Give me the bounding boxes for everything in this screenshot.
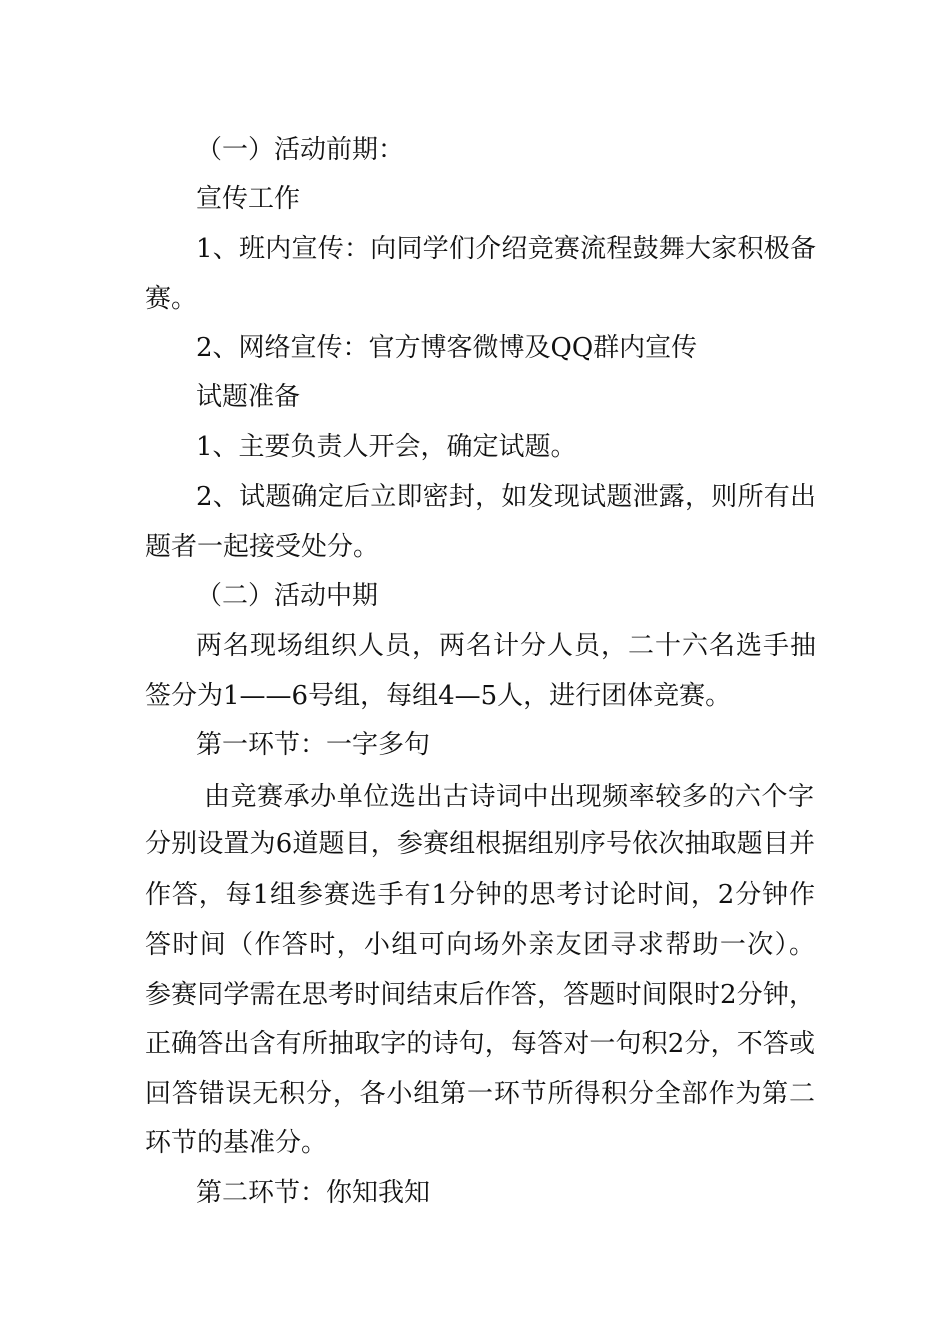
paragraph-line: 分别设置为6道题目，参赛组根据组别序号依次抽取题目并: [145, 829, 815, 859]
paragraph-line: 1、班内宣传：向同学们介绍竞赛流程鼓舞大家积极备: [196, 234, 816, 264]
section-heading-early-stage: （一）活动前期：: [196, 135, 405, 165]
subheading-round-one: 第一环节：一字多句: [196, 730, 431, 760]
paragraph-line: 由竞赛承办单位选出古诗词中出现频率较多的六个字: [204, 782, 814, 812]
paragraph-line: 参赛同学需在思考时间结束后作答，答题时间限时2分钟，: [145, 980, 815, 1010]
section-heading-mid-stage: （二）活动中期: [196, 581, 379, 611]
paragraph-line: 答时间（作答时，小组可向场外亲友团寻求帮助一次）。: [145, 930, 815, 960]
paragraph-line: 作答，每1组参赛选手有1分钟的思考讨论时间，2分钟作: [145, 880, 815, 910]
paragraph-line: 正确答出含有所抽取字的诗句，每答对一句积2分，不答或: [145, 1029, 815, 1059]
paragraph-line: 两名现场组织人员，两名计分人员，二十六名选手抽: [196, 631, 816, 661]
paragraph-line: 赛。: [145, 284, 198, 314]
paragraph-line: 环节的基准分。: [145, 1128, 328, 1158]
paragraph-line: 1、主要负责人开会，确定试题。: [196, 432, 577, 462]
paragraph-line: 题者一起接受处分。: [145, 532, 380, 562]
paragraph-line: 2、网络宣传：官方博客微博及QQ群内宣传: [196, 333, 698, 363]
paragraph-line: 签分为1——6号组，每组4—5人，进行团体竞赛。: [145, 681, 732, 711]
subheading-question-prep: 试题准备: [196, 382, 301, 412]
paragraph-line: 回答错误无积分，各小组第一环节所得积分全部作为第二: [145, 1079, 815, 1109]
subheading-round-two: 第二环节：你知我知: [196, 1178, 431, 1208]
paragraph-line: 2、试题确定后立即密封，如发现试题泄露，则所有出: [196, 482, 816, 512]
subheading-publicity: 宣传工作: [196, 184, 301, 214]
